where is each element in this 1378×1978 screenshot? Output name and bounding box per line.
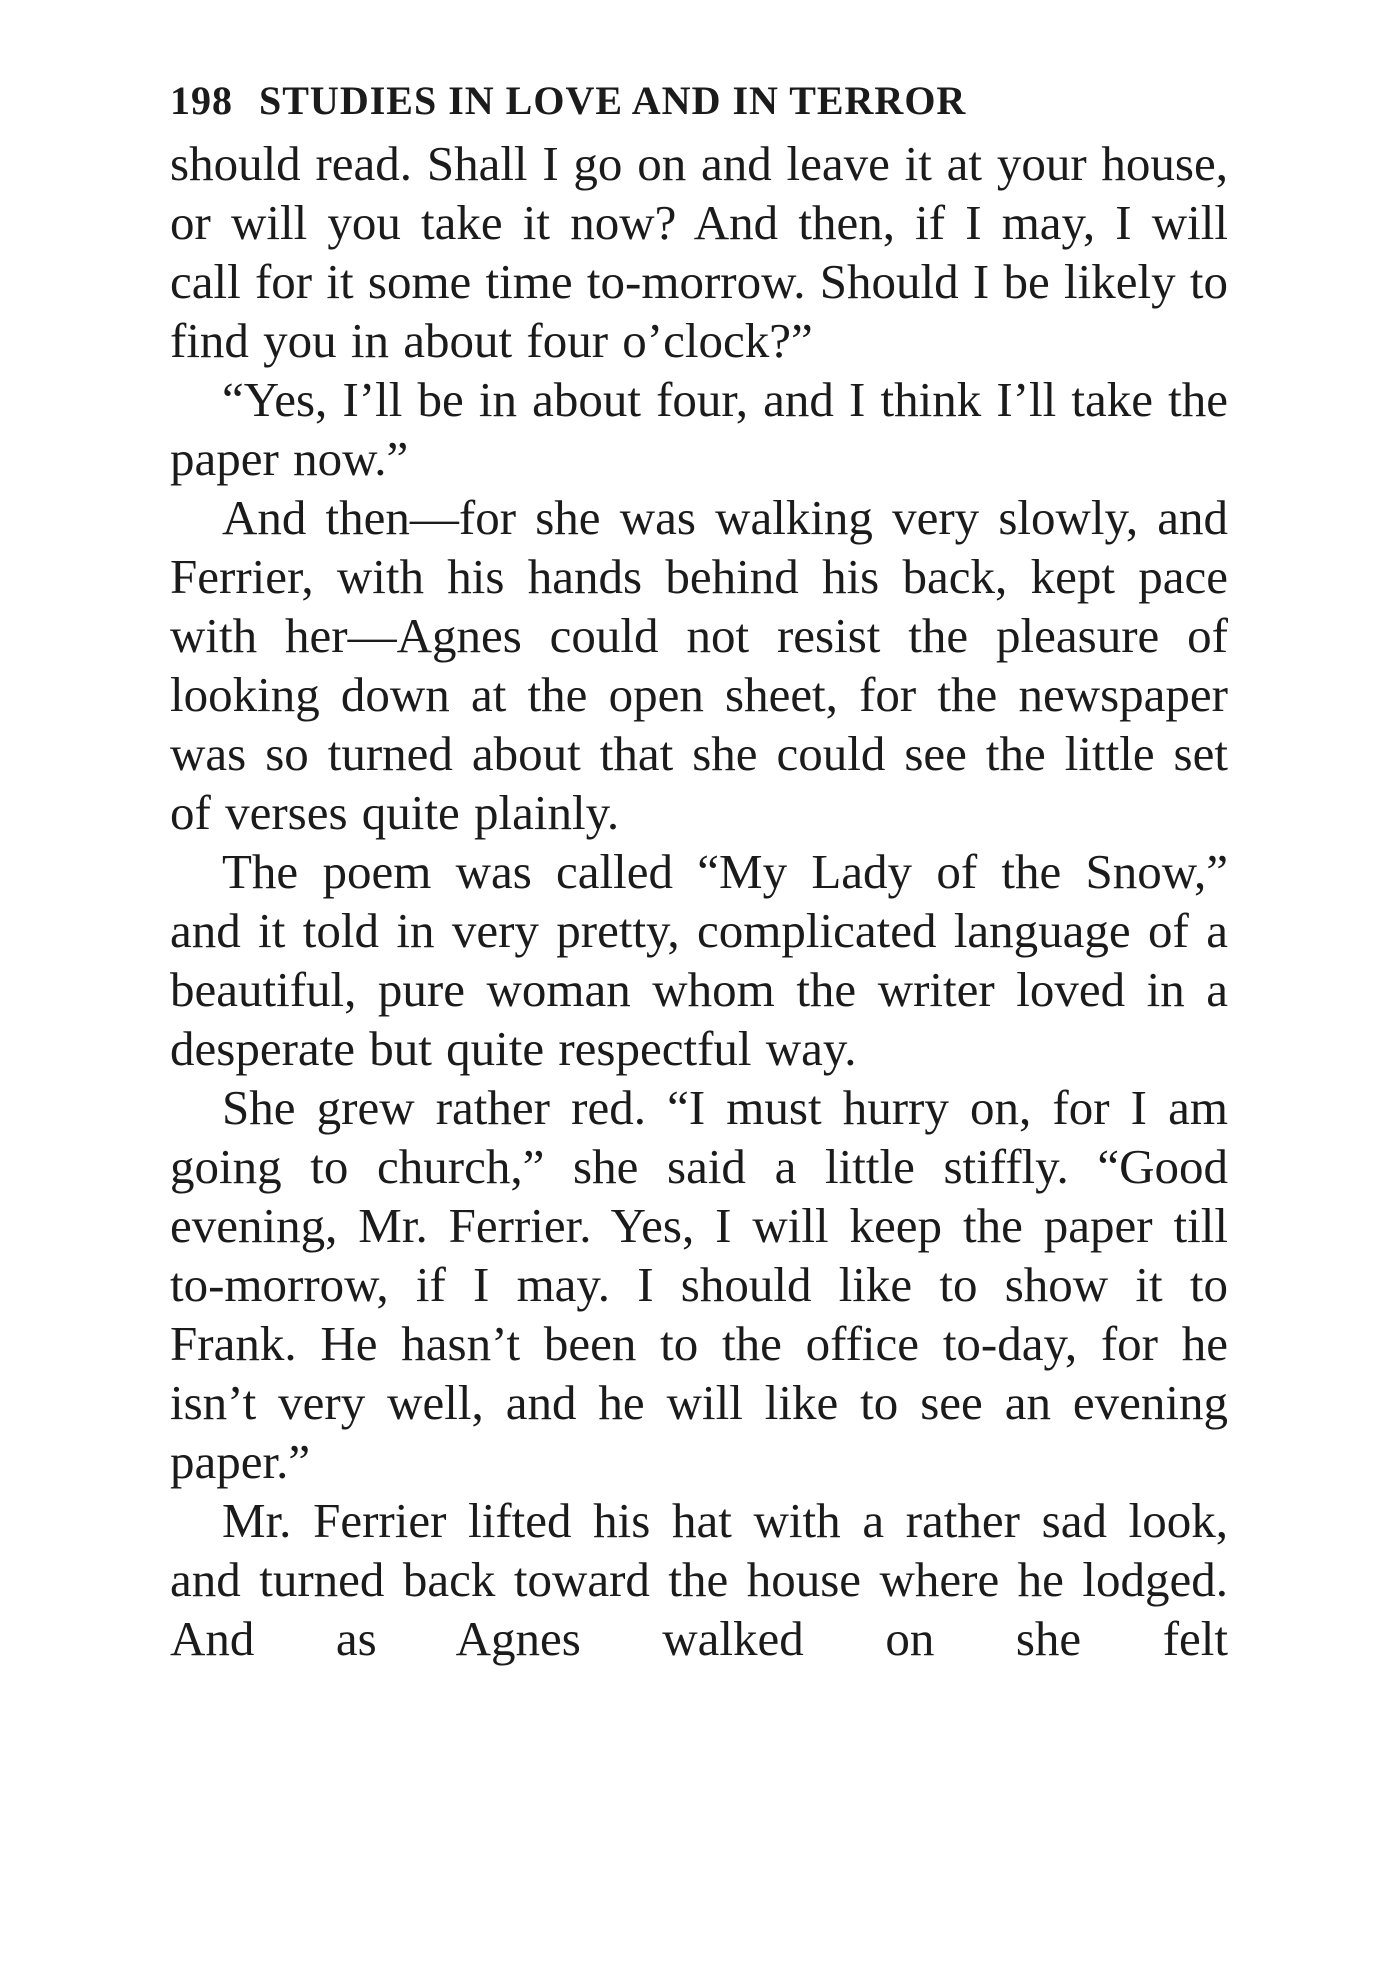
paragraph-walking: And then—for she was walking very slowly, and Ferrier, with his hands behind his back, kept pace with her—Agnes could not resist the pleasure of looking down at the open sheet, for the newspaper was so turned about that she could see the little set of verses quite plainly. [170,490,1228,840]
paragraph-poem: The poem was called “My Lady of the Snow,” and it told in very pretty, complicated language of a beautiful, pure woman whom the writer loved in a desperate but quite respectful way. [170,844,1228,1076]
paragraph-continuation: should read. Shall I go on and leave it at your house, or will you take it now? And then, if I may, I will call for it some time to-morrow. Should I be likely to find you in about four o’clock?” [170,136,1228,368]
page-number: 198 [170,78,233,123]
paragraph-church: She grew rather red. “I must hurry on, for I am going to church,” she said a little stiffly. “Good evening, Mr. Ferrier. Yes, I will keep the paper till to-morrow, if I may. I should like to show it to Frank. He hasn’t been to the office to-day, for he isn’t very well, and he will like to see an evening paper.” [170,1080,1228,1489]
book-page [170,72,1228,1668]
running-title: STUDIES IN LOVE AND IN TERROR [259,78,967,123]
paragraph-final: Mr. Ferrier lifted his hat with a rather sad look, and turned back toward the house where he lodged. And as Agnes walked on she felt [170,1493,1228,1666]
running-head [170,72,1228,130]
paragraph-reply: “Yes, I’ll be in about four, and I think I’ll take the paper now.” [170,372,1228,486]
body-text [170,134,1228,1668]
